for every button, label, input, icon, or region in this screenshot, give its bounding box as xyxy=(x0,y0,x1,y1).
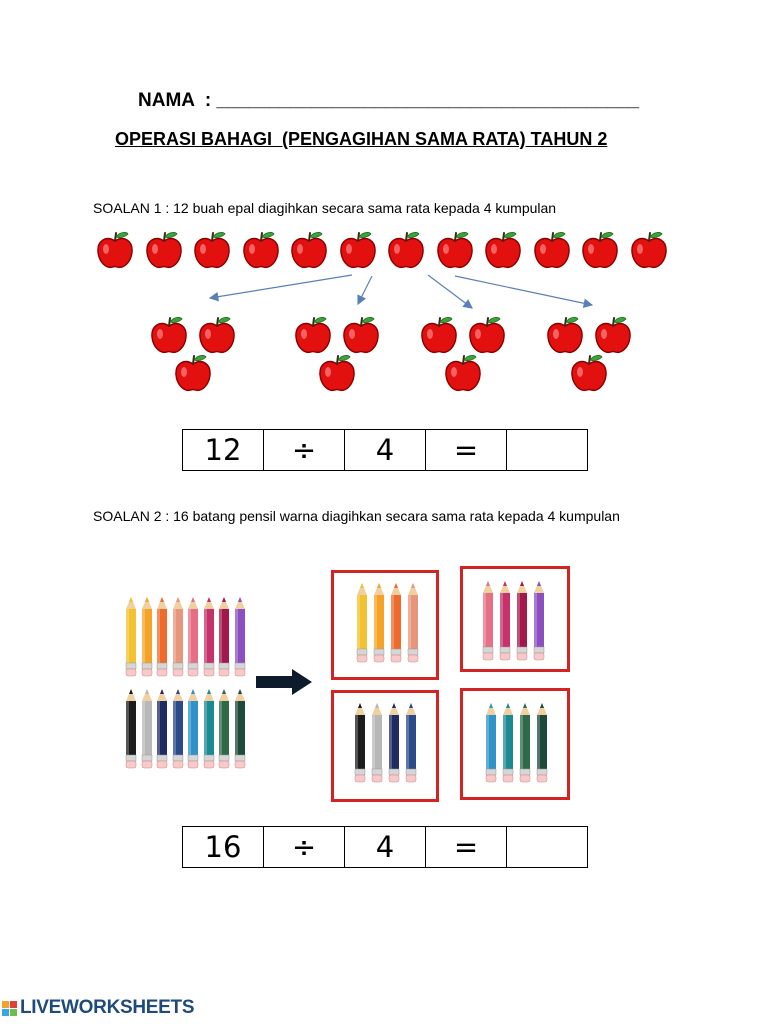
pencil-icon xyxy=(485,703,497,783)
logo-text: LIVEWORKSHEETS xyxy=(20,997,195,1018)
pencil-group-4 xyxy=(460,688,570,800)
pencil-icon xyxy=(156,689,168,769)
pencil-icon xyxy=(371,703,383,783)
apple-icon xyxy=(172,352,214,394)
pencil-icon xyxy=(234,689,246,769)
apple-group-3 xyxy=(418,314,514,394)
eq1-answer-input[interactable] xyxy=(507,430,587,470)
pencil-icon xyxy=(187,689,199,769)
pencil-icon xyxy=(502,703,514,783)
name-line: NAMA : ________________________________________ xyxy=(138,90,640,111)
apple-icon xyxy=(316,352,358,394)
worksheet-title: OPERASI BAHAGI (PENGAGIHAN SAMA RATA) TAHUN 2 xyxy=(115,129,608,149)
arrow-2 xyxy=(358,276,372,304)
apple-icon xyxy=(568,352,610,394)
eq2-dividend: 16 xyxy=(183,827,264,867)
pencil-set-all xyxy=(122,597,252,777)
pencil-icon xyxy=(187,597,199,677)
pencil-icon xyxy=(519,703,531,783)
pencil-icon xyxy=(356,583,368,663)
apple-group-1 xyxy=(148,314,244,394)
pencil-group-2 xyxy=(460,566,570,672)
arrow-3 xyxy=(428,275,472,308)
pencil-icon xyxy=(218,597,230,677)
pencil-icon xyxy=(536,703,548,783)
apple-icon xyxy=(544,314,586,356)
pencil-icon xyxy=(203,689,215,769)
eq1-dividend: 12 xyxy=(183,430,264,470)
eq2-operator: ÷ xyxy=(264,827,345,867)
pencil-icon xyxy=(125,689,137,769)
apple-icon xyxy=(148,314,190,356)
pencil-icon xyxy=(405,703,417,783)
apple-icon xyxy=(292,314,334,356)
pencil-icon xyxy=(141,689,153,769)
arrow-4 xyxy=(455,276,592,305)
apple-icon xyxy=(466,314,508,356)
apple-icon xyxy=(340,314,382,356)
apple-group-4 xyxy=(544,314,640,394)
eq1-equals: = xyxy=(426,430,507,470)
pencil-icon xyxy=(407,583,419,663)
pencil-icon xyxy=(388,703,400,783)
apple-icon xyxy=(442,352,484,394)
equation-1 xyxy=(182,429,588,471)
pencil-icon xyxy=(125,597,137,677)
eq1-operator: ÷ xyxy=(264,430,345,470)
eq2-answer-input[interactable] xyxy=(507,827,587,867)
liveworksheets-logo xyxy=(2,997,194,1019)
eq2-divisor: 4 xyxy=(345,827,426,867)
pencil-icon xyxy=(499,581,511,661)
question-2-text: SOALAN 2 : 16 batang pensil warna diagihkan secara sama rata kepada 4 kumpulan xyxy=(93,508,620,524)
pencil-icon xyxy=(218,689,230,769)
right-arrow-icon xyxy=(256,669,312,695)
pencil-icon xyxy=(203,597,215,677)
pencil-icon xyxy=(516,581,528,661)
apple-icon xyxy=(592,314,634,356)
pencil-icon xyxy=(141,597,153,677)
pencil-group-3 xyxy=(331,690,439,802)
logo-mark-icon xyxy=(2,1001,17,1016)
pencil-icon xyxy=(390,583,402,663)
arrow-1 xyxy=(210,275,352,298)
equation-2 xyxy=(182,826,588,868)
apple-group-2 xyxy=(292,314,388,394)
apple-icon xyxy=(418,314,460,356)
pencil-icon xyxy=(156,597,168,677)
pencil-icon xyxy=(172,597,184,677)
pencil-icon xyxy=(354,703,366,783)
pencil-icon xyxy=(172,689,184,769)
eq2-equals: = xyxy=(426,827,507,867)
pencil-icon xyxy=(234,597,246,677)
apple-icon xyxy=(196,314,238,356)
pencil-icon xyxy=(373,583,385,663)
pencil-icon xyxy=(482,581,494,661)
pencil-icon xyxy=(533,581,545,661)
eq1-divisor: 4 xyxy=(345,430,426,470)
question-1-text: SOALAN 1 : 12 buah epal diagihkan secara sama rata kepada 4 kumpulan xyxy=(93,200,557,216)
pencil-group-1 xyxy=(331,570,439,680)
